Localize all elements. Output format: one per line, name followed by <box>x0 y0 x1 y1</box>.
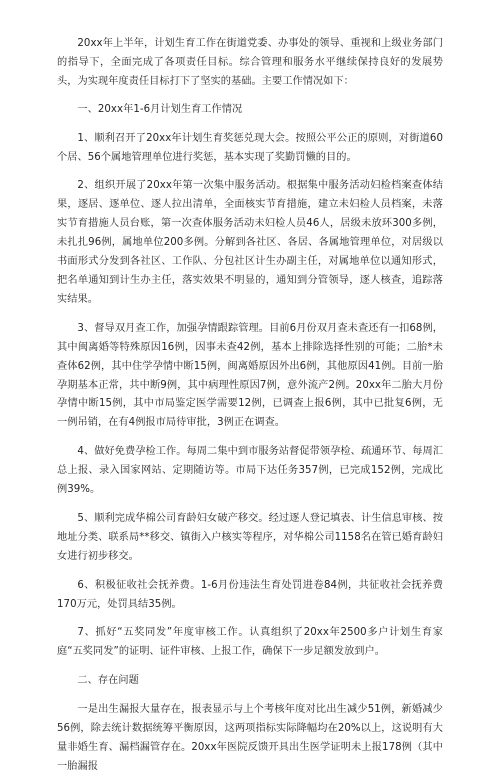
document-body <box>57 35 443 777</box>
section-heading-work-status: 一、20xx年1-6月计划生育工作情况 <box>77 103 243 115</box>
work-item-3: 3、督导双月查工作，加强孕情跟踪管理。目前6月份双月查未查还有一扣68例，其中闽离婚等特殊原因16例，因事未查42例，基本上排除选择性别的可能；二胎*未查体62例，其中住学孕情中断15例，闽离婚原因外出6例，其他原因41例。目前一胎孕期基本正常，共中断9例，其中病理性原因7例，意外流产2例。20xx年二胎大月份孕情中断15例，其中市局鉴定医学需要12例，已调查上报6例，其中已批复6例，无一例吊销，在有4例报市局待审批，3例正在调查。 <box>57 322 443 429</box>
work-item-7: 7、抓好“五奖同发”年度审核工作。认真组织了20xx年2500多户计划生育家庭“五奖同发”的证明、证件审核、上报工作，确保下一步足额发放到户。 <box>57 627 443 658</box>
issue-paragraph-1: 一是出生漏报大量存在，报表显示与上个考核年度对比出生减少51例，新婚减少56例，除去统计数据统筹平衡原因，这两项指标实际降幅均在20%以上，这说明有大量非婚生育、漏档漏管存在。20xx年医院反馈开具出生医学证明未上报178例（其中一胎漏报 <box>57 704 443 772</box>
work-item-1: 1、顺利召开了20xx年计划生育奖惩兑现大会。按照公平公正的原则，对街道60个居、56个属地管理单位进行奖惩，基本实现了奖勤罚懒的目的。 <box>57 132 443 163</box>
work-item-2: 2、组织开展了20xx年第一次集中服务活动。根据集中服务活动妇检档案查体结果，逐居、逐单位、逐人拉出清单，全面核实节育措施，建立未妇检人员档案，未落实节育措施人员台账，第一次查体服务活动未妇检人员46人，居级未放环300多例，未扎扎96例，属地单位200多例。分解到各社区、各居、各属地管理单位，对居级以书面形式分发到各社区、工作队、分包社区计生办副主任，对属地单位以通知形式，把名单通知到计生办主任，落实效果不明显的，通知到分管领导，逐人核查，追踪落实结果。 <box>57 180 443 305</box>
section-heading-issues: 二、存在问题 <box>77 675 139 687</box>
work-item-6: 6、积极征收社会抚养费。1-6月份违法生育处罚进卷84例，共征收社会抚养费170万元，处罚具结35例。 <box>57 579 443 610</box>
intro-paragraph: 20xx年上半年，计划生育工作在街道党委、办事处的领导、重视和上级业务部门的指导下，全面完成了各项责任目标。综合管理和服务水平继续保持良好的发展势头，为实现年度责任目标打下了坚实的基础。主要工作情况如下： <box>57 38 443 87</box>
work-item-5: 5、顺利完成华棉公司育龄妇女破产移交。经过逐人登记填表、计生信息审核、按地址分类、联系局**移交、镇街入户核实等程序，对华棉公司1158名在管已婚育龄妇女进行初步移交。 <box>57 512 443 562</box>
work-item-4: 4、做好免费孕检工作。每周二集中到市服务站督促带领孕检、疏通环节、每周汇总上报、录入国家网站、定期随访等。市局下达任务357例，已完成152例，完成比例39%。 <box>57 446 443 496</box>
